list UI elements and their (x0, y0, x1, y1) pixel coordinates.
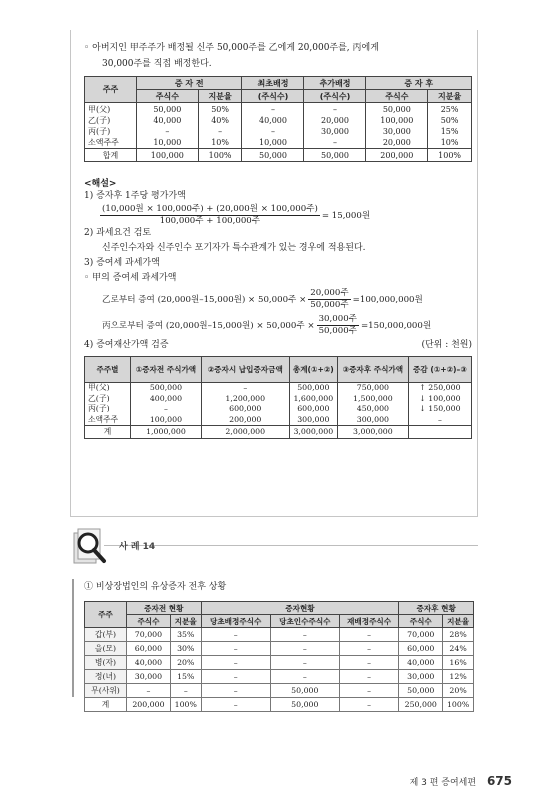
cell: 甲(父) (85, 103, 137, 116)
formula-1-result: = 15,000원 (321, 211, 371, 221)
formula-3 (84, 312, 472, 338)
formula-3-result: =150,000,000원 (360, 321, 432, 331)
cell: 100% (443, 698, 474, 712)
col-shareholder: 주주 (85, 602, 127, 628)
cell: 2,000,000 (201, 426, 289, 439)
case-rule (104, 545, 478, 546)
cell: – (198, 126, 242, 137)
cell: – (339, 656, 398, 670)
total-row (85, 149, 472, 162)
total-row (85, 698, 474, 712)
cell: 50,000 (270, 684, 339, 698)
cell: 합계 (85, 149, 137, 162)
cell: 소액주주 (85, 137, 137, 149)
col-initial: 최초배정 (242, 77, 304, 90)
formula-2-denominator: 50,000주 (310, 299, 349, 310)
case-header (70, 527, 478, 577)
cell: 30,000 (127, 670, 171, 684)
col-after: 증자후 현황 (399, 602, 474, 615)
cell: 乙(子) (85, 394, 131, 405)
cell: – (270, 670, 339, 684)
cell: – (170, 684, 201, 698)
cell: 40,000 (242, 115, 304, 126)
cell: 갑(부) (85, 628, 127, 642)
table-row (85, 415, 472, 426)
cell: ↓ 150,000 (408, 404, 471, 415)
cell: 20,000 (304, 115, 366, 126)
cell: 1,200,000 (201, 394, 289, 405)
formula-3-denominator: 50,000주 (318, 325, 357, 336)
formula-2 (84, 286, 472, 312)
cell: 40% (198, 115, 242, 126)
cell: 70,000 (127, 628, 171, 642)
col-additional-unit: (주식수) (304, 90, 366, 103)
col-ratio-after: 지분율 (428, 90, 472, 103)
cell (408, 426, 471, 439)
step-4-row (84, 338, 472, 353)
cell: 200,000 (201, 415, 289, 426)
col-original-take: 당초인수주식수 (270, 615, 339, 628)
table-row (85, 137, 472, 149)
margin-bar (72, 579, 74, 697)
cell: 100% (198, 149, 242, 162)
cell: 소액주주 (85, 415, 131, 426)
cell: 정(녀) (85, 670, 127, 684)
cell: 20,000 (366, 137, 428, 149)
table-row (85, 684, 474, 698)
cell: 40,000 (137, 115, 199, 126)
table-row (85, 628, 474, 642)
table-row (85, 642, 474, 656)
col-shares-after: 주식수 (399, 615, 443, 628)
col-ratio: 지분율 (198, 90, 242, 103)
table-row (85, 670, 474, 684)
col-after: 증 자 후 (366, 77, 472, 90)
cell: 24% (443, 642, 474, 656)
step-2-text: 신주인수자와 신주인수 포기자가 특수관계가 있는 경우에 적용된다. (102, 243, 366, 253)
cell: 10,000 (242, 137, 304, 149)
cell: – (270, 642, 339, 656)
intro-line-1: ◦ 아버지인 甲주주가 배정될 신주 50,000주를 乙에게 20,000주를, 丙에게 (84, 43, 379, 53)
cell: 500,000 (289, 383, 337, 394)
cell: 200,000 (366, 149, 428, 162)
cell: 10,000 (137, 137, 199, 149)
cell: 12% (443, 670, 474, 684)
col-additional: 추가배정 (304, 77, 366, 90)
cell: – (270, 656, 339, 670)
cell: 60,000 (399, 642, 443, 656)
verification-table (84, 356, 472, 439)
cell: 600,000 (289, 404, 337, 415)
section-label: 제 3 편 증여세편 (409, 778, 477, 788)
col-shareholder: 주주 (85, 77, 137, 103)
cell: 40,000 (399, 656, 443, 670)
cell: – (339, 670, 398, 684)
cell: 1,600,000 (289, 394, 337, 405)
step-2: 2) 과세요건 검토 (84, 228, 152, 238)
col-shareholder: 주주별 (85, 357, 131, 383)
col-value-before: ①증자전 주식가액 (131, 357, 202, 383)
cell: 50,000 (304, 149, 366, 162)
formula-3-numerator: 30,000주 (318, 313, 357, 324)
col-change: 증감 (①+②)–③ (408, 357, 471, 383)
cell: 무(사위) (85, 684, 127, 698)
case-content (84, 580, 474, 712)
cell: 100,000 (366, 115, 428, 126)
cell: 을(모) (85, 642, 127, 656)
table-row (85, 383, 472, 394)
cell: 300,000 (289, 415, 337, 426)
cell: 30,000 (304, 126, 366, 137)
cell: – (339, 642, 398, 656)
cell: 400,000 (131, 394, 202, 405)
cell: 15% (428, 126, 472, 137)
col-before: 증자전 현황 (127, 602, 202, 615)
cell: – (408, 415, 471, 426)
cell: 100% (170, 698, 201, 712)
capital-increase-table (84, 601, 474, 712)
intro-line-2: 30,000주를 직접 배정한다. (102, 59, 212, 69)
col-ratio-after: 지분율 (443, 615, 474, 628)
cell: 1,500,000 (337, 394, 408, 405)
cell: 600,000 (201, 404, 289, 415)
col-sum: 총계(①+②) (289, 357, 337, 383)
cell: 200,000 (127, 698, 171, 712)
cell: 25% (428, 103, 472, 116)
cell: – (131, 404, 202, 415)
case-label: 사 례 14 (119, 542, 156, 552)
formula-2-left: 乙로부터 증여 (20,000원–15,000원) × 50,000주 × (102, 295, 307, 305)
step-3-sub: ◦ 甲의 증여세 과세가액 (84, 273, 177, 283)
table-row (85, 656, 474, 670)
formula-3-left: 丙으로부터 증여 (20,000원–15,000원) × 50,000주 × (102, 321, 315, 331)
example-content (84, 40, 472, 439)
cell: 계 (85, 426, 131, 439)
cell: ↓ 100,000 (408, 394, 471, 405)
cell: 100% (428, 149, 472, 162)
col-paid-in: ②증자시 납입증자금액 (201, 357, 289, 383)
cell: 750,000 (337, 383, 408, 394)
page-number: 675 (486, 774, 512, 788)
cell: 乙(子) (85, 115, 137, 126)
col-original-allot: 당초배정주식수 (201, 615, 270, 628)
cell: 15% (170, 670, 201, 684)
cell: ↑ 250,000 (408, 383, 471, 394)
cell: – (304, 137, 366, 149)
cell: 丙(子) (85, 404, 131, 415)
cell: – (339, 698, 398, 712)
cell: 28% (443, 628, 474, 642)
cell: – (201, 642, 270, 656)
formula-1 (84, 204, 472, 226)
step-3: 3) 증여세 과세가액 (84, 258, 160, 268)
cell: – (201, 670, 270, 684)
cell: 30,000 (399, 670, 443, 684)
cell: 35% (170, 628, 201, 642)
formula-1-numerator: (10,000원 × 100,000주) + (20,000원 × 100,000주) (102, 203, 318, 214)
cell: – (201, 684, 270, 698)
cell: 3,000,000 (289, 426, 337, 439)
cell: 250,000 (399, 698, 443, 712)
col-shares: 주식수 (127, 615, 171, 628)
cell: 16% (443, 656, 474, 670)
col-during: 증자현황 (201, 602, 399, 615)
formula-1-denominator: 100,000주 + 100,000주 (159, 215, 261, 226)
cell: 20% (443, 684, 474, 698)
cell: 50% (198, 103, 242, 116)
cell: 50,000 (242, 149, 304, 162)
magnifier-icon (70, 527, 110, 571)
cell: – (339, 684, 398, 698)
step-4: 4) 증여재산가액 검증 (84, 340, 169, 350)
cell: 100,000 (137, 149, 199, 162)
cell: 50,000 (366, 103, 428, 116)
cell: 450,000 (337, 404, 408, 415)
cell: 100,000 (131, 415, 202, 426)
cell: – (201, 656, 270, 670)
cell: 500,000 (131, 383, 202, 394)
cell: – (201, 628, 270, 642)
formula-1-fraction (100, 204, 320, 227)
cell: – (270, 628, 339, 642)
formula-3-fraction (317, 314, 359, 337)
cell: – (137, 126, 199, 137)
cell: 50,000 (399, 684, 443, 698)
col-shares: 주식수 (137, 90, 199, 103)
table-row (85, 394, 472, 405)
cell: 300,000 (337, 415, 408, 426)
cell: 3,000,000 (337, 426, 408, 439)
cell: 30% (170, 642, 201, 656)
case-title: ① 비상장법인의 유상증자 전후 상황 (84, 582, 227, 592)
formula-2-result: =100,000,000원 (352, 295, 423, 305)
cell: 70,000 (399, 628, 443, 642)
cell: 丙(子) (85, 126, 137, 137)
col-shares-after: 주식수 (366, 90, 428, 103)
col-before: 증 자 전 (137, 77, 242, 90)
cell: – (201, 698, 270, 712)
cell: – (339, 628, 398, 642)
cell: – (127, 684, 171, 698)
unit-label: (단위 : 천원) (421, 340, 472, 350)
col-value-after: ③증자후 주식가액 (337, 357, 408, 383)
cell: – (304, 103, 366, 116)
cell: 10% (428, 137, 472, 149)
allocation-table (84, 76, 472, 162)
cell: 50,000 (270, 698, 339, 712)
cell: 50,000 (137, 103, 199, 116)
col-initial-unit: (주식수) (242, 90, 304, 103)
cell: 계 (85, 698, 127, 712)
cell: 10% (198, 137, 242, 149)
table-row (85, 103, 472, 116)
cell: – (201, 383, 289, 394)
table-row (85, 126, 472, 137)
formula-2-fraction (308, 288, 350, 311)
cell: 50% (428, 115, 472, 126)
total-row (85, 426, 472, 439)
formula-2-numerator: 20,000주 (310, 287, 349, 298)
cell: 甲(父) (85, 383, 131, 394)
cell: – (242, 103, 304, 116)
cell: 1,000,000 (131, 426, 202, 439)
step-1: 1) 증자후 1주당 평가가액 (84, 191, 186, 201)
cell: 60,000 (127, 642, 171, 656)
cell: 30,000 (366, 126, 428, 137)
cell: – (242, 126, 304, 137)
col-ratio: 지분율 (170, 615, 201, 628)
table-row (85, 115, 472, 126)
cell: 20% (170, 656, 201, 670)
page-footer (410, 774, 512, 788)
table-row (85, 404, 472, 415)
col-reallot: 재배정주식수 (339, 615, 398, 628)
cell: 병(자) (85, 656, 127, 670)
solution-heading: <해설> (84, 179, 117, 189)
cell: 40,000 (127, 656, 171, 670)
